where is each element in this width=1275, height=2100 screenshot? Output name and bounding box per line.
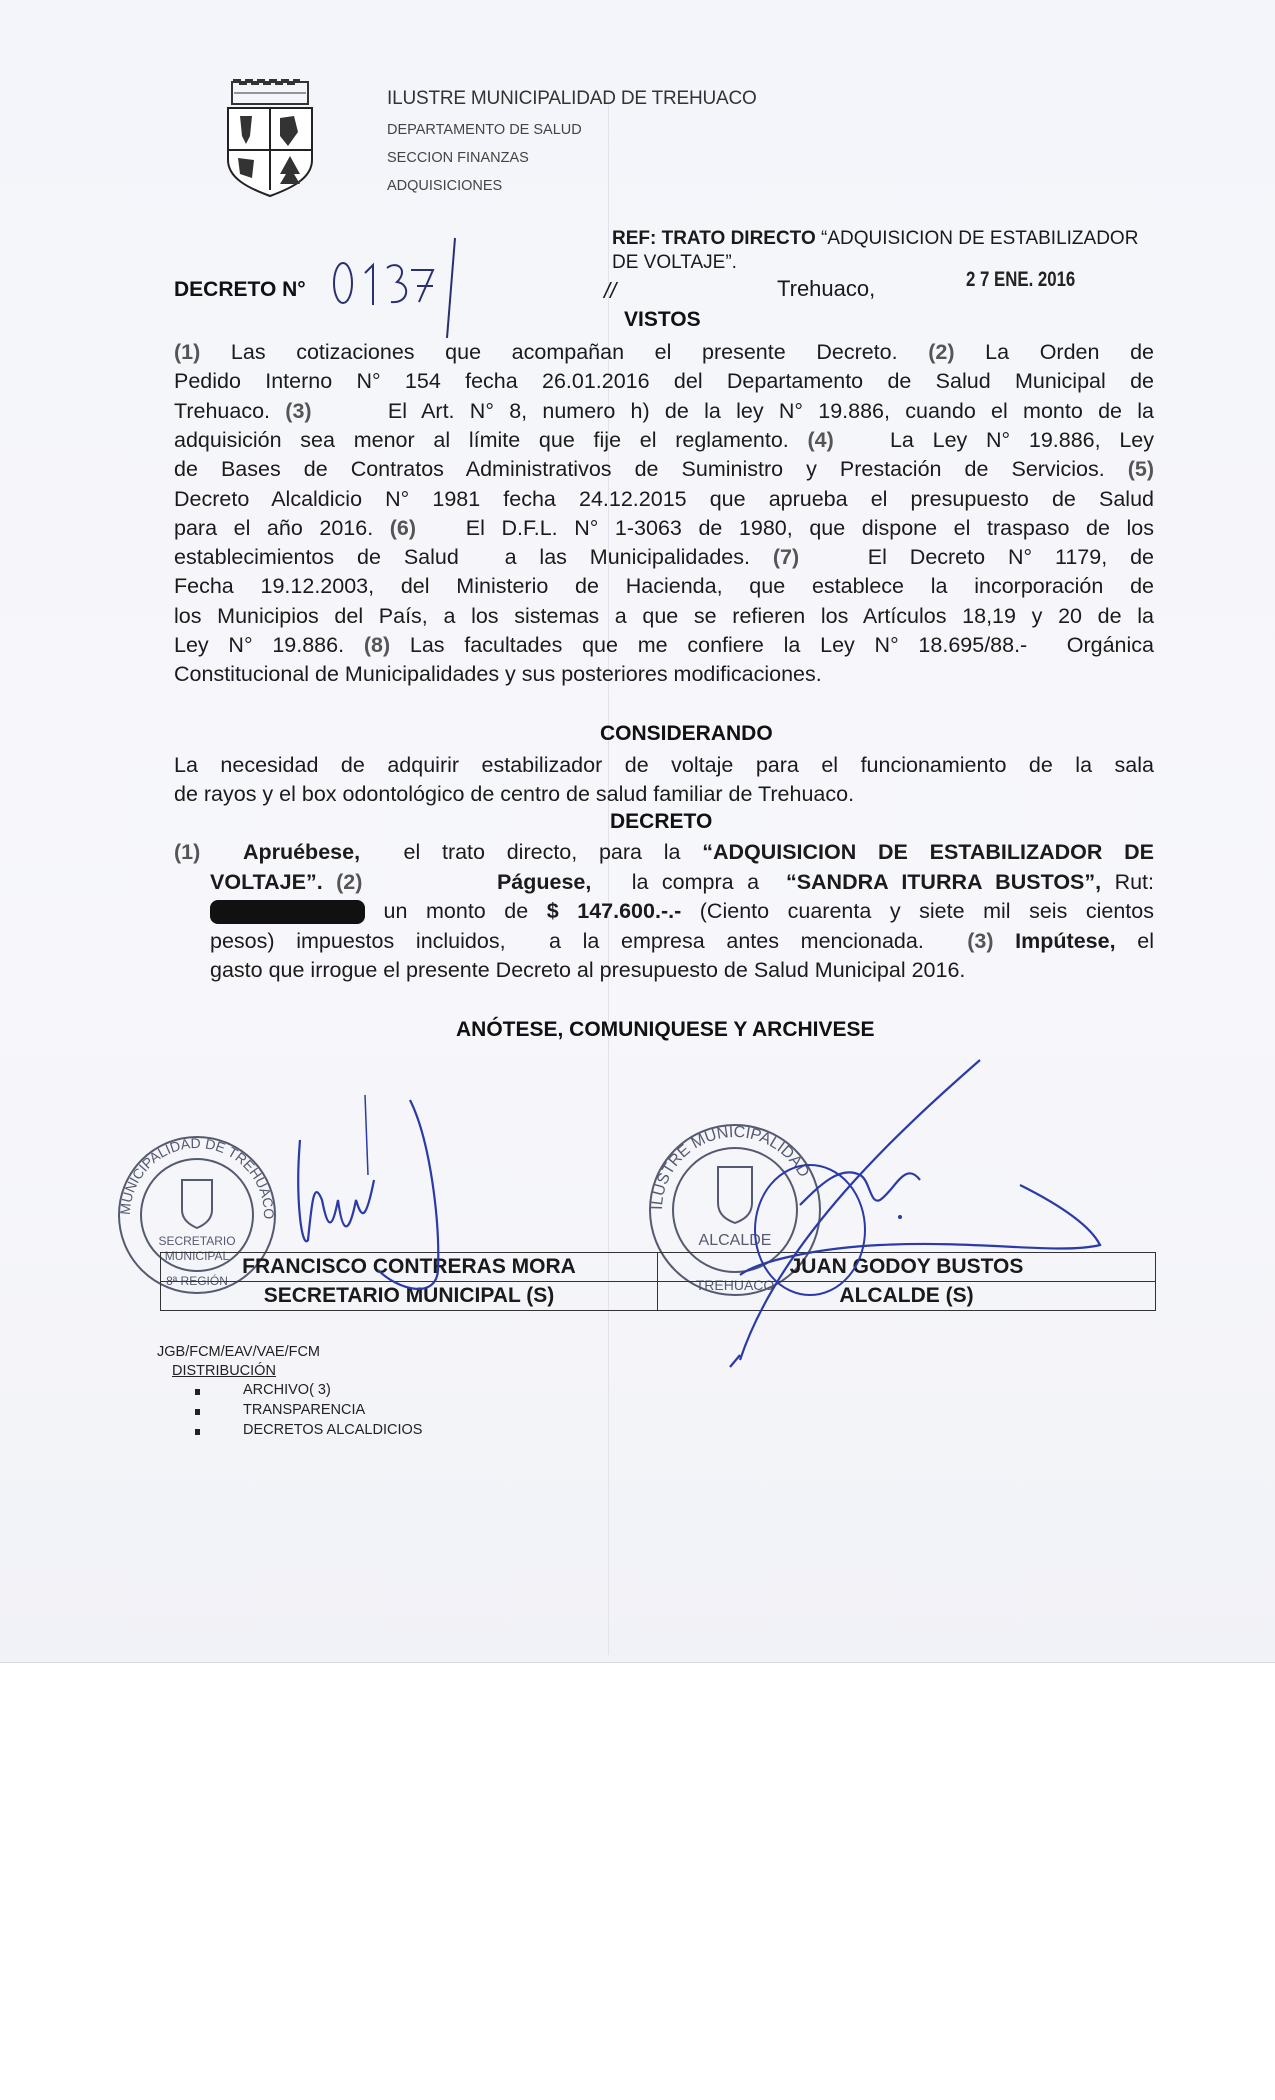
text-segment: El Art. N° 8, numero h) de la ley N° 19.886, cuando el monto de la <box>311 398 1154 423</box>
vistos-line <box>174 660 1154 689</box>
text-segment: de Bases de Contratos Administrativos de Suministro y Prestación de Servicios. <box>174 457 1128 482</box>
text-segment: los Municipios del País, a los sistemas a que se refieren los Artículos 18,19 y 20 de la <box>174 603 1154 628</box>
item-number: (1) <box>174 340 201 364</box>
text-segment: pesos) impuestos incluidos, a la empresa antes mencionada. <box>210 928 968 953</box>
stamp-right-ring: ILUSTRE MUNICIPALIDAD <box>648 1123 813 1211</box>
distribution-item: DECRETOS ALCALDICIOS <box>243 1422 423 1438</box>
text-segment: Las facultades que me confiere la Ley N° 18.695/88.- Orgánica <box>390 633 1154 657</box>
decreto-line <box>210 927 1154 956</box>
text-segment: Fecha 19.12.2003, del Ministerio de Hacienda, que establece la incorporación de <box>174 574 1154 599</box>
reference-text: “ADQUISICION DE ESTABILIZADOR <box>815 228 1139 249</box>
secretary-signature <box>270 1080 570 1340</box>
stamp-left-municipal: MUNICIPAL <box>164 1249 230 1263</box>
text-segment: El Decreto N° 1179, de <box>799 545 1154 570</box>
text-segment: Las cotizaciones que acompañan el presente Decreto. <box>200 340 929 364</box>
item-number: (3) <box>285 398 312 423</box>
text-segment: de rayos y el box odontológico de centro de salud familiar de Trehuaco. <box>174 782 855 806</box>
vistos-line <box>174 367 1154 396</box>
secretary-name: FRANCISCO CONTRERAS MORA <box>161 1253 658 1282</box>
slashes: // <box>604 278 617 303</box>
text-segment: Pedido Interno N° 154 fecha 26.01.2016 del Departamento de Salud Municipal de <box>174 369 1154 394</box>
stamp-left-secretario: SECRETARIO <box>158 1234 236 1248</box>
distribution-title: DISTRIBUCIÓN <box>172 1363 276 1379</box>
stamp-right-trehuaco: TREHUACO <box>695 1277 775 1293</box>
text-segment: (Ciento cuarenta y siete mil seis cientos <box>681 899 1154 923</box>
vistos-line <box>174 631 1154 660</box>
bold-text: Páguese, <box>362 869 592 894</box>
bold-text: “ADQUISICION DE ESTABILIZADOR DE <box>702 840 1154 864</box>
vistos-line <box>174 602 1154 631</box>
item-number: (8) <box>363 633 391 657</box>
text-segment: Trehuaco. <box>174 398 286 423</box>
vistos-line <box>174 338 1154 367</box>
vistos-line <box>174 455 1154 484</box>
bullet-icon <box>195 1389 200 1395</box>
item-number: (1) <box>174 840 201 864</box>
text-segment: adquisición sea menor al límite que fije el reglamento. <box>174 427 808 452</box>
handwritten-decree-number <box>325 228 505 338</box>
bullet-icon <box>195 1429 200 1435</box>
vistos-line <box>174 485 1154 514</box>
text-segment: Rut: <box>1101 869 1155 894</box>
bold-text: $ 147.600.-.- <box>546 899 682 923</box>
item-number: (6) <box>389 515 417 540</box>
municipality-name: ILUSTRE MUNICIPALIDAD DE TREHUACO <box>387 88 757 109</box>
decreto-line <box>210 956 1154 985</box>
reference-text-2: DE VOLTAJE”. <box>612 252 737 273</box>
item-number: (3) <box>967 928 994 953</box>
bold-text: Apruébese, <box>200 840 361 864</box>
mayor-signature <box>620 1055 1140 1375</box>
distribution-item: TRANSPARENCIA <box>243 1402 366 1418</box>
item-number: (4) <box>807 427 834 452</box>
reference-label: REF: TRATO DIRECTO <box>612 228 816 249</box>
text-segment: Constitucional de Municipalidades y sus posteriores modificaciones. <box>174 662 822 687</box>
item-number: (2) <box>322 869 363 894</box>
text-segment: para el año 2016. <box>174 515 390 540</box>
vistos-heading: VISTOS <box>624 308 701 331</box>
decreto-line <box>210 868 1154 897</box>
redacted-rut <box>210 900 365 924</box>
text-segment: gasto que irrogue el presente Decreto al presupuesto de Salud Municipal 2016. <box>210 958 966 982</box>
considerando-line <box>174 780 1154 809</box>
bullet-icon <box>195 1409 200 1415</box>
decreto-line <box>174 838 1154 867</box>
stamp-left-region: 8ª REGIÓN <box>166 1274 228 1288</box>
department-name: DEPARTAMENTO DE SALUD <box>387 122 582 138</box>
decreto-heading: DECRETO <box>610 810 713 833</box>
text-segment: La Ley N° 19.886, Ley <box>833 427 1155 452</box>
decree-label: DECRETO N° <box>174 278 306 301</box>
secretary-title: SECRETARIO MUNICIPAL (S) <box>161 1282 658 1311</box>
stamp-right-alcalde: ALCALDE <box>698 1232 772 1249</box>
text-segment: El D.F.L. N° 1-3063 de 1980, que dispone el traspaso de los <box>416 515 1154 540</box>
place: Trehuaco, <box>777 276 876 301</box>
text-segment: establecimientos de Salud a las Municipalidades. <box>174 545 773 570</box>
vistos-line <box>174 543 1154 572</box>
item-number: (2) <box>928 340 955 364</box>
text-segment: un monto de <box>365 899 547 923</box>
date-stamp: 2 7 ENE. 2016 <box>966 268 1076 291</box>
section-name: SECCION FINANZAS <box>387 150 529 166</box>
item-number: (5) <box>1127 457 1154 482</box>
text-segment: el trato directo, para la <box>360 840 703 864</box>
initials: JGB/FCM/EAV/VAE/FCM <box>157 1344 321 1360</box>
text-segment: La Orden de <box>954 340 1155 364</box>
vistos-line <box>174 397 1154 426</box>
text-segment: la compra a <box>591 869 786 894</box>
item-number: (7) <box>772 545 800 570</box>
coat-of-arms-logo <box>220 78 320 198</box>
closing-formula: ANÓTESE, COMUNIQUESE Y ARCHIVESE <box>456 1018 875 1041</box>
decreto-line <box>210 897 1154 926</box>
bold-text: Impútese, <box>993 928 1116 953</box>
vistos-line <box>174 572 1154 601</box>
text-segment: el <box>1115 928 1154 953</box>
text-segment: Ley N° 19.886. <box>174 633 364 657</box>
considerando-line <box>174 751 1154 780</box>
text-segment: Decreto Alcaldicio N° 1981 fecha 24.12.2015 que aprueba el presupuesto de Salud <box>174 486 1154 511</box>
vistos-line <box>174 426 1154 455</box>
distribution-item: ARCHIVO( 3) <box>243 1382 331 1398</box>
text-segment: La necesidad de adquirir estabilizador de voltaje para el funcionamiento de la sala <box>174 753 1154 777</box>
bold-text: “SANDRA ITURRA BUSTOS”, <box>785 869 1102 894</box>
bold-text: VOLTAJE”. <box>210 869 323 894</box>
unit-name: ADQUISICIONES <box>387 178 503 194</box>
reference-line <box>612 228 1138 250</box>
mayor-name: JUAN GODOY BUSTOS <box>658 1253 1156 1282</box>
considerando-heading: CONSIDERANDO <box>600 722 773 745</box>
stamp-left-ring: MUNICIPALIDAD DE TREHUACO <box>116 1134 278 1220</box>
mayor-title: ALCALDE (S) <box>658 1282 1156 1311</box>
vistos-line <box>174 514 1154 543</box>
